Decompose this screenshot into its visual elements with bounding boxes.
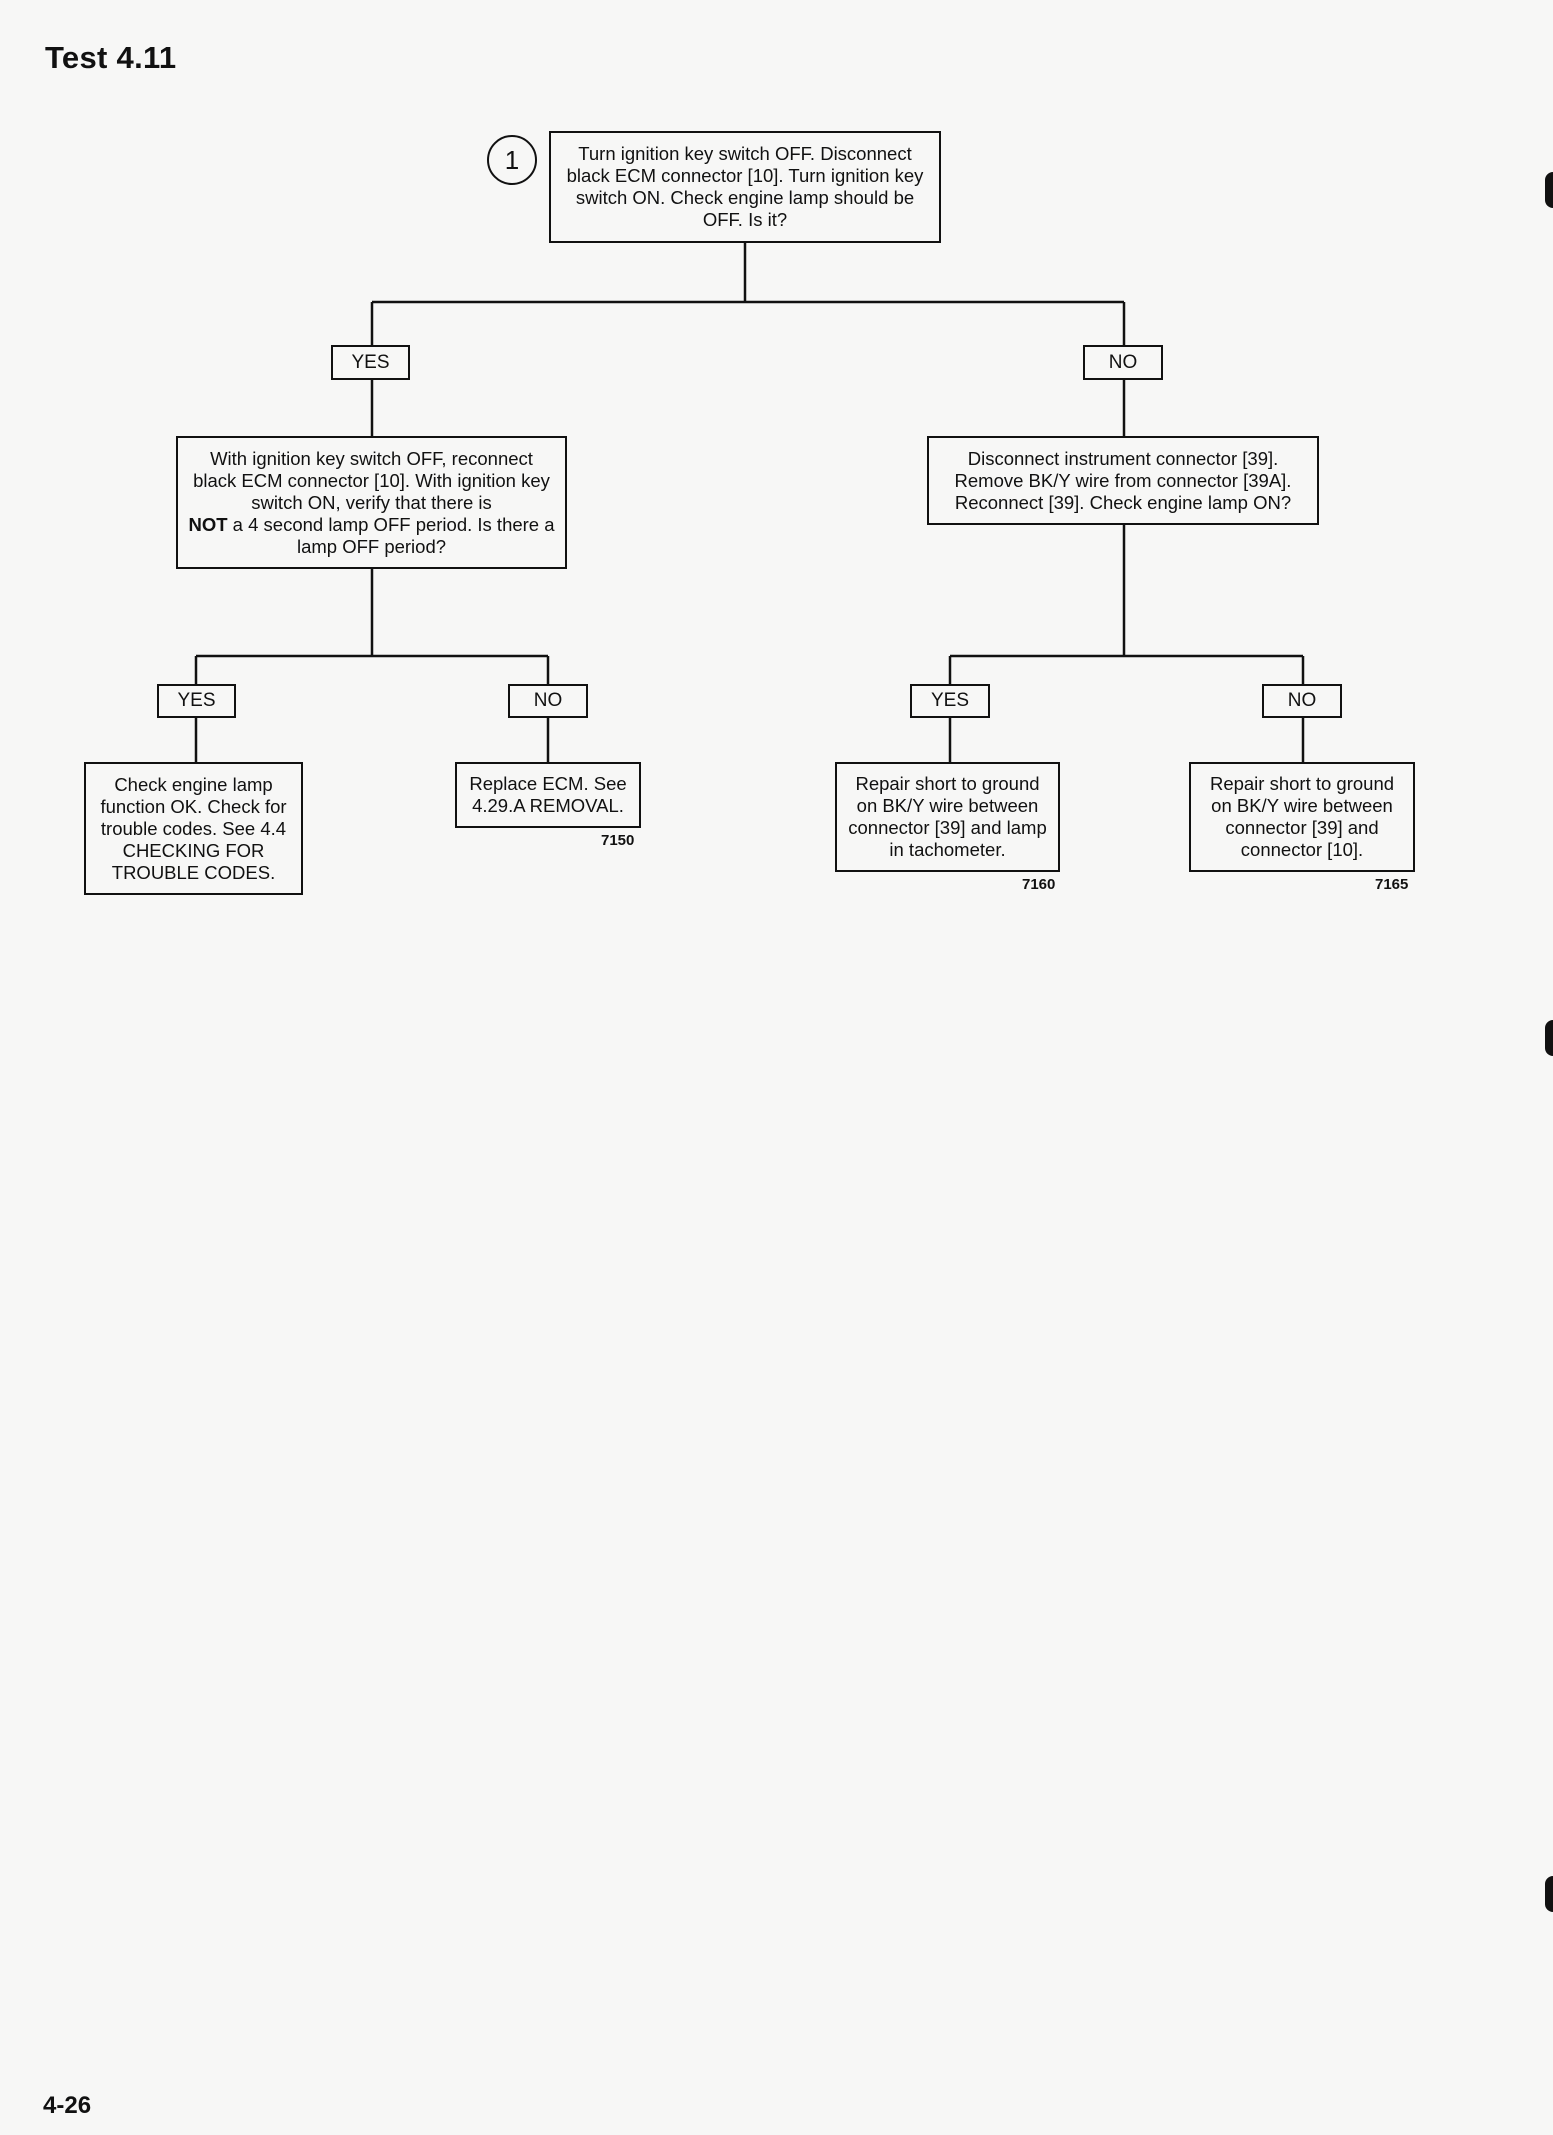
right-yes-label: YES [910, 684, 990, 718]
right-question-box [927, 436, 1319, 525]
right-no-label: NO [1262, 684, 1342, 718]
left-question-emphasis: NOT [188, 513, 228, 535]
figure-code: 7160 [1022, 876, 1056, 893]
result-box-short-connector [1189, 762, 1415, 872]
page-title: Test 4.11 [45, 40, 177, 75]
left-yes-label: YES [157, 684, 236, 718]
binder-hole-mark [1545, 1876, 1553, 1912]
figure-code: 7150 [601, 832, 635, 849]
result-text: Check engine lamp function OK. Check for trouble codes. See 4.4 CHECKING FOR TROUBLE CODES. [100, 773, 287, 883]
result-box-short-tachometer [835, 762, 1060, 872]
figure-code: 7165 [1375, 876, 1409, 893]
result-text: Repair short to ground on BK/Y wire between connector [39] and connector [10]. [1209, 773, 1395, 860]
result-text: Replace ECM. See 4.29.A REMOVAL. [469, 773, 627, 816]
left-question-text-end: a 4 second lamp OFF period. Is there a lamp OFF period? [227, 513, 555, 557]
page-number: 4-26 [43, 2092, 92, 2119]
root-no-label: NO [1083, 345, 1163, 380]
step-number-badge: 1 [487, 135, 537, 185]
binder-hole-mark [1545, 1020, 1553, 1056]
root-question-text: Turn ignition key switch OFF. Disconnect black ECM connector [10]. Turn ignition key switch ON. Check engine lamp should be OFF. Is it? [566, 143, 924, 230]
root-question-box [549, 131, 941, 243]
right-question-text: Disconnect instrument connector [39]. Remove BK/Y wire from connector [39A]. Reconnect [39]. Check engine lamp ON? [954, 447, 1292, 513]
result-text: Repair short to ground on BK/Y wire between connector [39] and lamp in tachometer. [848, 773, 1047, 860]
left-question-box [176, 436, 567, 569]
left-no-label: NO [508, 684, 588, 718]
result-box-lamp-ok [84, 762, 303, 895]
result-box-replace-ecm [455, 762, 641, 828]
left-question-text: With ignition key switch OFF, reconnect black ECM connector [10]. With ignition key switch ON, verify that there is [193, 447, 550, 513]
binder-hole-mark [1545, 172, 1553, 208]
root-yes-label: YES [331, 345, 410, 380]
